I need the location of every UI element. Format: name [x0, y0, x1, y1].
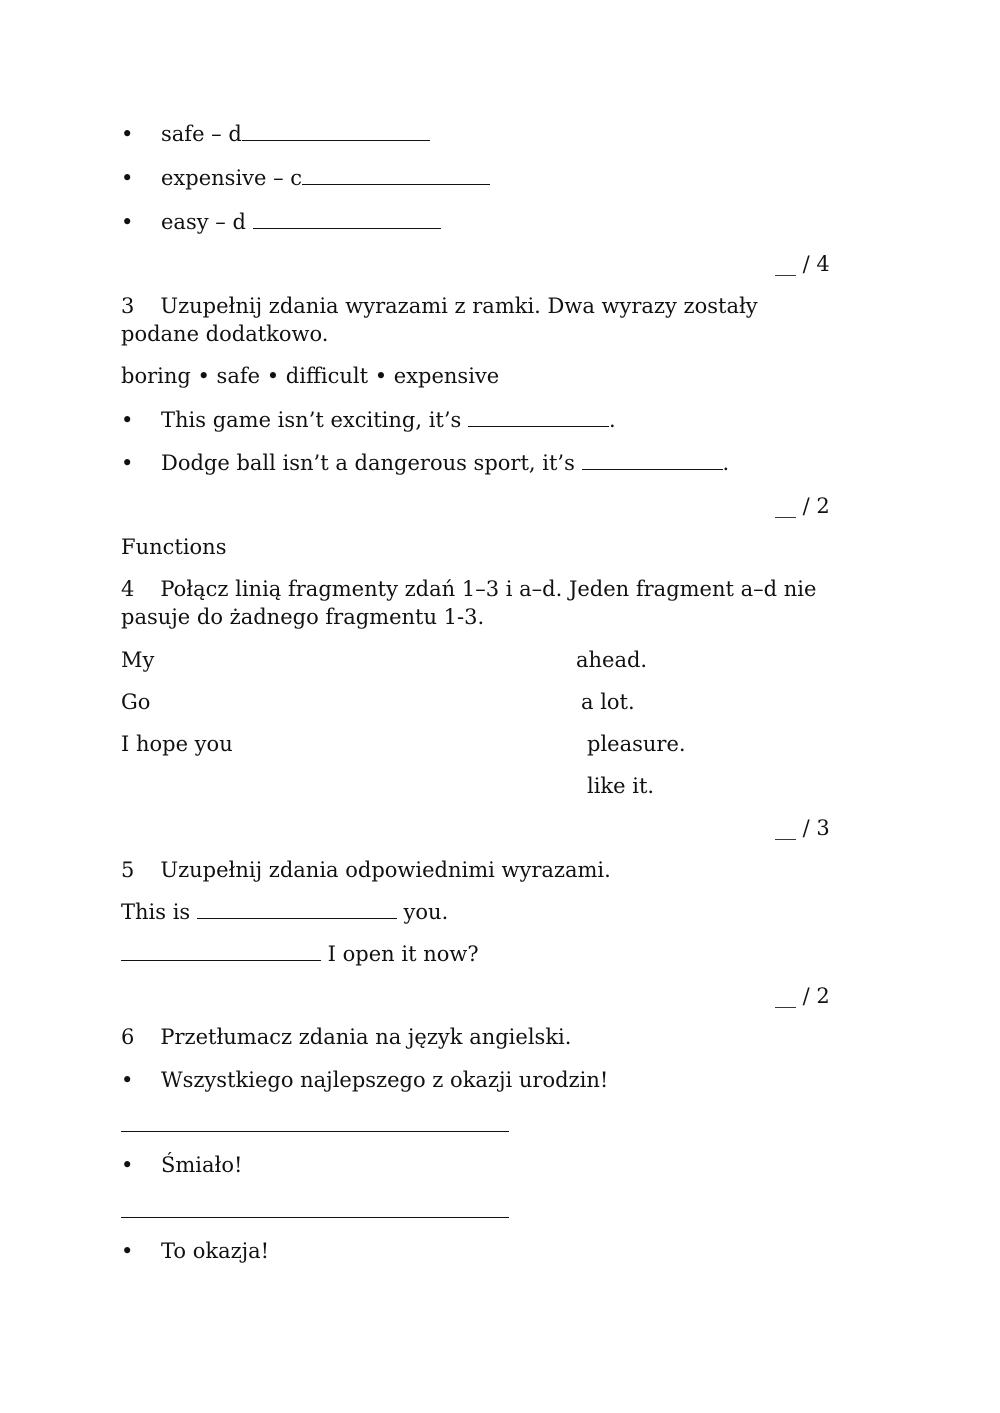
fill-text: I open it now? [321, 942, 479, 966]
vocab-item-text: expensive – c [161, 166, 303, 190]
score-section-3: __ / 2 [775, 494, 830, 518]
match-right-a[interactable]: ahead. [576, 648, 648, 672]
sentence-item-1 [161, 406, 616, 434]
word-box: boring • safe • difficult • expensive [121, 364, 500, 388]
vocab-item-text: safe – d [161, 122, 242, 146]
bullet-icon: • [121, 451, 134, 475]
sentence-text: Dodge ball isn’t a dangerous sport, it’s [161, 451, 582, 475]
translate-item-1: Wszystkiego najlepszego z okazji urodzin! [161, 1068, 609, 1092]
section-4-instruction-cont: pasuje do żadnego fragmentu 1-3. [121, 605, 485, 629]
vocab-item-1 [161, 120, 430, 148]
answer-blank[interactable] [302, 166, 490, 185]
bullet-icon: • [121, 210, 134, 234]
match-left-1[interactable]: My [121, 648, 155, 672]
instruction-text: Uzupełnij zdania wyrazami z ramki. Dwa wyrazy zostały [160, 294, 758, 318]
section-6-instruction [121, 1023, 571, 1051]
instruction-text: Przetłumacz zdania na język angielski. [160, 1025, 572, 1049]
instruction-text: Uzupełnij zdania odpowiednimi wyrazami. [160, 858, 611, 882]
match-right-b[interactable]: a lot. [581, 690, 635, 714]
vocab-item-text: easy – d [161, 210, 253, 234]
bullet-icon: • [121, 408, 134, 432]
score-section-2: __ / 4 [775, 252, 830, 276]
fill-text: This is [121, 900, 197, 924]
answer-blank[interactable] [121, 942, 321, 961]
score-section-5: __ / 2 [775, 984, 830, 1008]
fill-text: you. [396, 900, 449, 924]
sentence-end: . [722, 451, 730, 475]
sentence-text: This game isn’t exciting, it’s [161, 408, 468, 432]
bullet-icon: • [121, 1153, 134, 1177]
functions-heading: Functions [121, 535, 227, 559]
translate-item-3: To okazja! [161, 1239, 270, 1263]
section-number: 4 [121, 577, 135, 601]
instruction-text: Połącz linią fragmenty zdań 1–3 i a–d. Jeden fragment a–d nie [160, 577, 817, 601]
section-number: 3 [121, 294, 135, 318]
sentence-end: . [609, 408, 616, 432]
translate-item-2: Śmiało! [161, 1153, 243, 1177]
answer-blank[interactable] [582, 451, 723, 470]
score-section-4: __ / 3 [775, 816, 830, 840]
fill-line-1 [121, 898, 448, 926]
sentence-item-2 [161, 449, 729, 477]
answer-line[interactable] [121, 1217, 509, 1218]
match-right-d[interactable]: like it. [587, 774, 655, 798]
section-3-instruction-cont: podane dodatkowo. [121, 322, 329, 346]
section-number: 5 [121, 858, 135, 882]
answer-blank[interactable] [468, 408, 609, 427]
bullet-icon: • [121, 122, 134, 146]
answer-line[interactable] [121, 1131, 509, 1132]
section-4-instruction [121, 575, 816, 603]
fill-line-2 [121, 940, 479, 968]
section-3-instruction [121, 292, 758, 320]
vocab-item-2 [161, 164, 490, 192]
vocab-item-3 [161, 208, 441, 236]
bullet-icon: • [121, 166, 134, 190]
bullet-icon: • [121, 1068, 134, 1092]
answer-blank[interactable] [253, 210, 441, 229]
answer-blank[interactable] [242, 122, 430, 141]
match-left-2[interactable]: Go [121, 690, 151, 714]
match-left-3[interactable]: I hope you [121, 732, 233, 756]
match-right-c[interactable]: pleasure. [587, 732, 686, 756]
section-number: 6 [121, 1025, 135, 1049]
answer-blank[interactable] [197, 900, 397, 919]
section-5-instruction [121, 856, 611, 884]
bullet-icon: • [121, 1239, 134, 1263]
